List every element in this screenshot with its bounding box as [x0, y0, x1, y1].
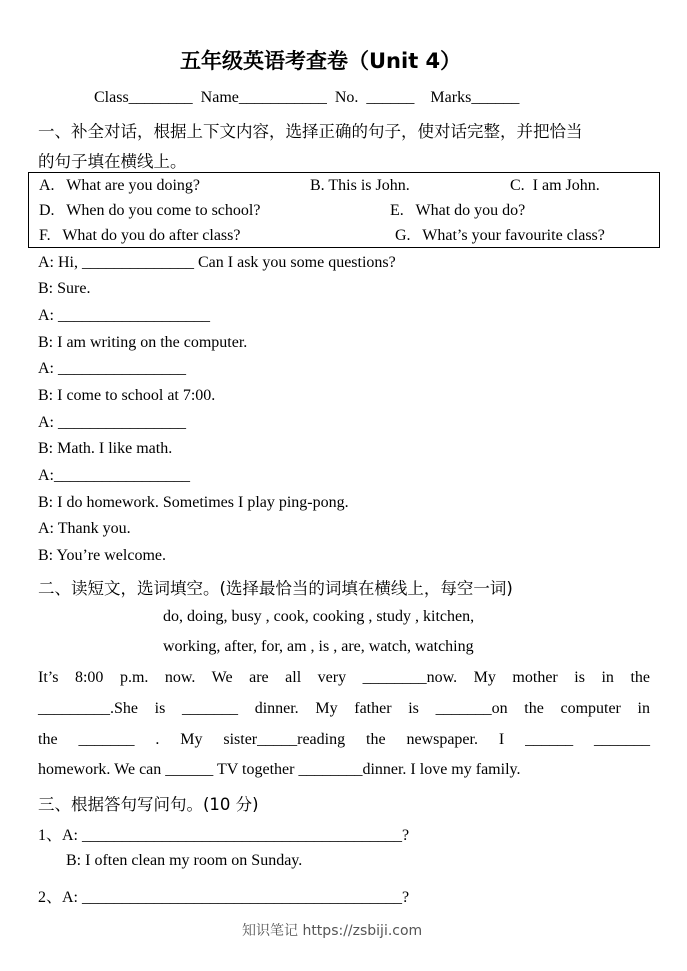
- dialogue-line: B: I am writing on the computer.: [38, 334, 248, 351]
- question2-a: 2、A: ________________________________________?: [38, 889, 410, 906]
- section1-heading-line1: 一、补全对话，根据上下文内容，选择正确的句子，使对话完整，并把恰当: [38, 122, 583, 141]
- word-bank-line2: working, after, for, am , is , are, watch, watching: [163, 638, 474, 655]
- passage-line: the _______ . My sister_____reading the newspaper. I ______ _______: [38, 731, 650, 748]
- dialogue-line: B: I come to school at 7:00.: [38, 387, 216, 404]
- options-box: [28, 172, 660, 248]
- section1-heading-line2: 的句子填在横线上。: [38, 152, 187, 171]
- dialogue-line: B: Math. I like math.: [38, 440, 173, 457]
- section3-heading: 三、根据答句写问句。(10 分): [38, 795, 259, 814]
- dialogue-line: A: Hi, ______________ Can I ask you some questions?: [38, 254, 396, 271]
- dialogue-line: A: Thank you.: [38, 520, 131, 537]
- question1-a: 1、A: ________________________________________?: [38, 827, 410, 844]
- dialogue-line: A: ________________: [38, 360, 186, 377]
- option-f: F. What do you do after class?: [39, 227, 241, 244]
- dialogue-line: A: ________________: [38, 414, 186, 431]
- option-c: C. I am John.: [510, 177, 600, 194]
- dialogue-line: B: You’re welcome.: [38, 547, 166, 564]
- dialogue-line: B: I do homework. Sometimes I play ping-pong.: [38, 494, 349, 511]
- option-a: A. What are you doing?: [39, 177, 200, 194]
- page-title: 五年级英语考查卷（Unit 4）: [180, 49, 462, 73]
- word-bank-line1: do, doing, busy , cook, cooking , study , kitchen,: [163, 608, 475, 625]
- question1-b: B: I often clean my room on Sunday.: [66, 852, 303, 869]
- option-e: E. What do you do?: [390, 202, 526, 219]
- student-info-line: Class________ Name___________ No. ______ Marks______: [94, 89, 520, 106]
- footer-watermark: 知识笔记 https://zsbiji.com: [242, 923, 423, 939]
- option-b: B. This is John.: [310, 177, 410, 194]
- passage-line: homework. We can ______ TV together ________dinner. I love my family.: [38, 761, 521, 778]
- dialogue-line: B: Sure.: [38, 280, 91, 297]
- dialogue-line: A:_________________: [38, 467, 190, 484]
- option-d: D. When do you come to school?: [39, 202, 261, 219]
- option-g: G. What’s your favourite class?: [395, 227, 605, 244]
- section2-heading: 二、读短文，选词填空。(选择最恰当的词填在横线上，每空一词): [38, 579, 513, 598]
- passage-line: _________.She is _______ dinner. My father is _______on the computer in: [38, 700, 650, 717]
- dialogue-line: A: ___________________: [38, 307, 210, 324]
- passage-line: It’s 8:00 p.m. now. We are all very ________now. My mother is in the: [38, 669, 650, 686]
